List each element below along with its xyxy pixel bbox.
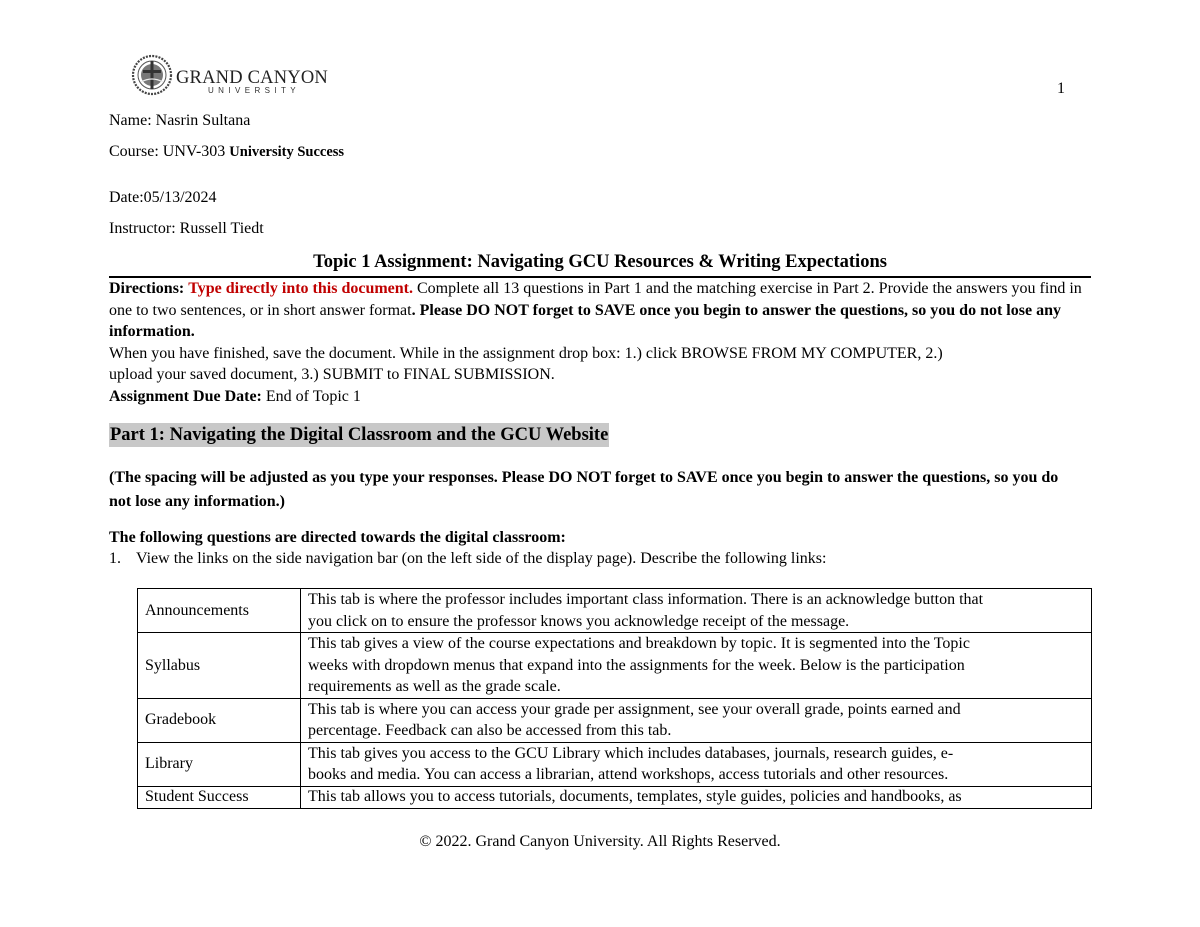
assignment-title: Topic 1 Assignment: Navigating GCU Resources & Writing Expectations <box>313 252 887 272</box>
link-description-cell <box>301 633 1092 699</box>
student-name: Name: Nasrin Sultana <box>109 112 251 129</box>
directions-paragraph <box>109 278 1094 343</box>
link-name-cell: Announcements <box>138 589 301 633</box>
due-date-value: End of Topic 1 <box>261 387 361 405</box>
link-name-cell: Student Success <box>138 786 301 808</box>
description-line: This tab is where you can access your grade per assignment, see your overall grade, points earned and <box>308 700 961 718</box>
classroom-questions-intro: The following questions are directed towards the digital classroom: <box>109 529 566 546</box>
directions-highlight: Type directly into this document. <box>188 280 413 297</box>
question-1 <box>109 550 826 568</box>
description-line: This tab is where the professor includes important class information. There is an acknowledge button that <box>308 591 984 608</box>
link-description-cell <box>301 742 1092 786</box>
link-description-cell <box>301 589 1092 633</box>
description-line: This tab gives you access to the GCU Library which includes databases, journals, research guides, e- <box>308 744 954 762</box>
page-number: 1 <box>1057 80 1065 97</box>
question-number: 1. <box>109 550 121 567</box>
link-description-cell <box>301 786 1092 808</box>
course-title: University Success <box>229 144 345 160</box>
table-row <box>138 589 1092 633</box>
table-row <box>138 698 1092 742</box>
submission-date: Date:05/13/2024 <box>109 189 217 206</box>
finish-instructions-line-2: upload your saved document, 3.) SUBMIT to FINAL SUBMISSION. <box>109 366 555 383</box>
description-line: percentage. Feedback can also be accessed from this tab. <box>308 722 672 739</box>
save-warning: . Please DO NOT forget to SAVE once you begin to answer the questions, so you do not lose any information. <box>109 301 1061 340</box>
part1-heading: Part 1: Navigating the Digital Classroom and the GCU Website <box>110 425 609 445</box>
link-name-cell: Gradebook <box>138 698 301 742</box>
link-description-cell <box>301 698 1092 742</box>
directions-label: Directions: <box>109 280 185 297</box>
directions-text: Complete all 13 questions in Part 1 and the matching exercise in Part 2. Provide the answers you find in one to two sentences, or in short answer format <box>109 280 1082 319</box>
brand-name: GRAND CANYON <box>176 68 328 88</box>
gcu-logo <box>131 53 328 97</box>
description-line: weeks with dropdown menus that expand into the assignments for the week. Below is the participation <box>308 656 965 674</box>
table-row <box>138 786 1092 808</box>
description-line: requirements as well as the grade scale. <box>308 678 561 695</box>
instructor-name: Instructor: Russell Tiedt <box>109 220 264 237</box>
course-code: Course: UNV-303 <box>109 143 230 160</box>
finish-instructions-line-1: When you have finished, save the document. While in the assignment drop box: 1.) click BROWSE FROM MY COMPUTER, 2.) <box>109 344 943 362</box>
copyright-footer: © 2022. Grand Canyon University. All Rights Reserved. <box>419 833 781 850</box>
table-row <box>138 633 1092 699</box>
description-line: This tab allows you to access tutorials, documents, templates, style guides, policies and handbooks, as <box>308 787 962 805</box>
directions-block <box>109 278 1094 407</box>
question-text: View the links on the side navigation bar (on the left side of the display page). Describe the following links: <box>136 550 827 567</box>
link-name-cell: Syllabus <box>138 633 301 699</box>
brand-subtitle: UNIVERSITY <box>208 86 301 95</box>
spacing-note: (The spacing will be adjusted as you type your responses. Please DO NOT forget to SAVE once you begin to answer the questions, so you do not lose any information.) <box>109 469 1059 510</box>
description-line: books and media. You can access a librarian, attend workshops, access tutorials and other resources. <box>308 766 949 783</box>
description-line: This tab gives a view of the course expectations and breakdown by topic. It is segmented into the Topic <box>308 635 970 652</box>
description-line: you click on to ensure the professor knows you acknowledge receipt of the message. <box>308 612 850 630</box>
table-row <box>138 742 1092 786</box>
link-name-cell: Library <box>138 742 301 786</box>
navigation-links-table <box>137 588 1092 809</box>
due-date-label: Assignment Due Date: <box>109 387 262 405</box>
course-line <box>109 143 344 161</box>
due-date-line <box>109 386 1094 408</box>
university-seal-icon <box>131 53 175 97</box>
